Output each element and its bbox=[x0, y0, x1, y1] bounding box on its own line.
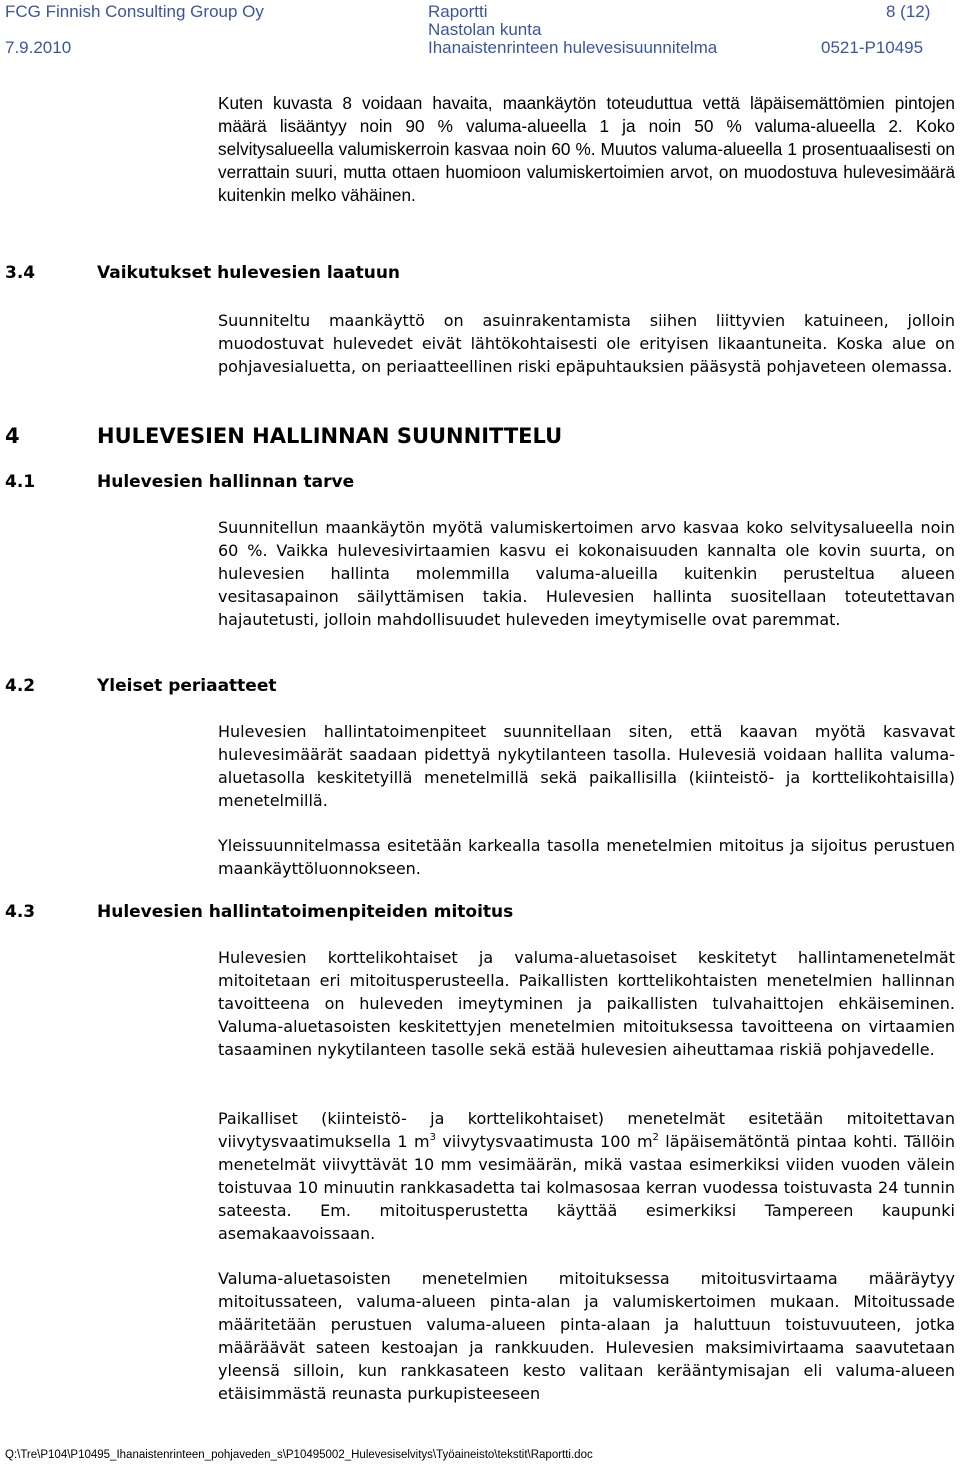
section-number: 4.2 bbox=[5, 676, 36, 696]
chapter-number: 4 bbox=[5, 424, 20, 448]
paragraph-local-methods bbox=[218, 1107, 955, 1245]
paragraph-dimensioning-basis: Hulevesien korttelikohtaiset ja valuma-aluetasoiset keskitetyt hallintamenetelmät mitoitetaan eri mitoitusperusteella. Paikallisten korttelikohtaisten menetelmien hallinnan tavoitteena on huleveden imeytyminen ja paikallisten tulvahaittojen ehkäiseminen. Valuma-aluetasoisten keskitettyjen menetelmien mitoituksessa tavoitteena on virtaamien tasaaminen nykytilanteen tasolle sekä estää hulevesien aiheuttamaa riskiä pohjavedelle. bbox=[218, 948, 955, 1059]
paragraph-general-principles: Hulevesien hallintatoimenpiteet suunnitellaan siten, että kaavan myötä kasvavat hulevesimäärät saadaan pidettyä nykytilanteen tasolla. Hulevesiä voidaan hallita valuma-aluetasolla keskitetyillä menetelmillä sekä paikallisilla (kiinteistö- ja korttelikohtaisilla) menetelmillä. bbox=[218, 722, 955, 810]
paragraph-management-need: Suunnitellun maankäytön myötä valumiskertoimen arvo kasvaa koko selvitysalueella noin 60 %. Vaikka hulevesivirtaamien kasvu ei kokonaisuuden kannalta ole kovin suurta, on hulevesien hallinta molemmilla valuma-alueilla kuitenkin perusteltua alueen vesitasapainon säilyttämisen takia. Hulevesien hallinta suositellaan toteutettavan hajautetusti, jolloin mahdollisuudet huleveden imeytymiselle ovat paremmat. bbox=[218, 518, 955, 629]
text-segment: läpäisemätöntä pintaa kohti. Tällöin menetelmät viivyttävät 10 mm vesimäärän, mikä vastaa esimerkiksi viiden vuoden välein toistuvaa 10 minuutin rankkasadetta tai kolmasosaa kerran vuodessa toistuvasta 24 tunnin sateesta. Em. mitoitusperustetta käyttää esimerkiksi Tampereen kaupunki asemakaavoissaan. bbox=[218, 1132, 955, 1243]
section-number: 4.3 bbox=[5, 902, 36, 922]
header-doc-type: Raportti bbox=[428, 2, 488, 21]
section-title: Yleiset periaatteet bbox=[97, 676, 277, 696]
section-heading-4-3 bbox=[5, 902, 513, 922]
section-heading-4-2 bbox=[5, 676, 276, 696]
section-heading-3-4 bbox=[5, 263, 400, 283]
superscript: 2 bbox=[652, 1131, 659, 1143]
header-date: 7.9.2010 bbox=[5, 38, 72, 57]
header-client: Nastolan kunta bbox=[428, 20, 542, 39]
text-segment: viivytysvaatimusta 100 m bbox=[435, 1132, 653, 1151]
paragraph-land-use-change: Kuten kuvasta 8 voidaan havaita, maankäytön toteuduttua vettä läpäisemättömien pintojen määrä lisääntyy noin 90 % valuma-alueella 1 ja noin 50 % valuma-alueella 2. Koko selvitysalueella valumiskerroin kasvaa noin 60 %. Muutos valuma-alueella 1 prosentuaalisesti on verrattain suuri, mutta ottaen huomioon valumiskertoimien arvot, on muodostuva hulevesimäärä kuitenkin melko vähäinen. bbox=[218, 93, 955, 205]
header-project: Ihanaistenrinteen hulevesisuunnitelma bbox=[428, 38, 718, 57]
section-title: Hulevesien hallinnan tarve bbox=[97, 472, 355, 492]
paragraph-water-quality: Suunniteltu maankäyttö on asuinrakentamista siihen liittyvien katuineen, jolloin muodostuvat hulevedet eivät lähtökohtaisesti ole erityisen likaantuneita. Koska alue on pohjavesialuetta, on periaatteellinen riski epäpuhtauksien pääsystä pohjaveteen olemassa. bbox=[218, 311, 955, 376]
header-project-number: 0521-P10495 bbox=[821, 38, 924, 57]
paragraph-catchment-methods: Valuma-aluetasoisten menetelmien mitoituksessa mitoitusvirtaama määräytyy mitoitussateen, valuma-alueen pinta-alan ja valumiskertoimen mukaan. Mitoitussade määritetään perustuen valuma-alueen pinta-alaan ja haluttuun toistuvuuteen, jotka määräävät sateen kestoajan ja rankkuuden. Hulevesien maksimivirtaama saavutetaan yleensä silloin, kun rankkasateen kesto valitaan kerääntymisajan eli valuma-alueen etäisimmästä reunasta purkupisteeseen bbox=[218, 1269, 955, 1403]
section-number: 4.1 bbox=[5, 472, 36, 492]
chapter-heading-4 bbox=[5, 424, 562, 448]
section-heading-4-1 bbox=[5, 472, 354, 492]
superscript: 3 bbox=[429, 1131, 436, 1143]
section-title: Vaikutukset hulevesien laatuun bbox=[97, 263, 401, 283]
paragraph-master-plan: Yleissuunnitelmassa esitetään karkealla tasolla menetelmien mitoitus ja sijoitus perustuen maankäyttöluonnokseen. bbox=[218, 836, 955, 878]
section-title: Hulevesien hallintatoimenpiteiden mitoitus bbox=[97, 902, 514, 922]
header-page-number: 8 (12) bbox=[886, 2, 931, 21]
footer-file-path: Q:\Tre\P104\P10495_Ihanaistenrinteen_pohjaveden_s\P10495002_Hulevesiselvitys\Työaineisto\tekstit\Raportti.doc bbox=[5, 1449, 593, 1461]
section-number: 3.4 bbox=[5, 263, 36, 283]
text-segment: Paikalliset (kiinteistö- ja korttelikohtaiset) menetelmät esitetään mitoitettavan viivytysvaatimuksella 1 m bbox=[218, 1109, 955, 1151]
chapter-title: HULEVESIEN HALLINNAN SUUNNITTELU bbox=[97, 424, 563, 448]
header-company: FCG Finnish Consulting Group Oy bbox=[5, 2, 264, 21]
